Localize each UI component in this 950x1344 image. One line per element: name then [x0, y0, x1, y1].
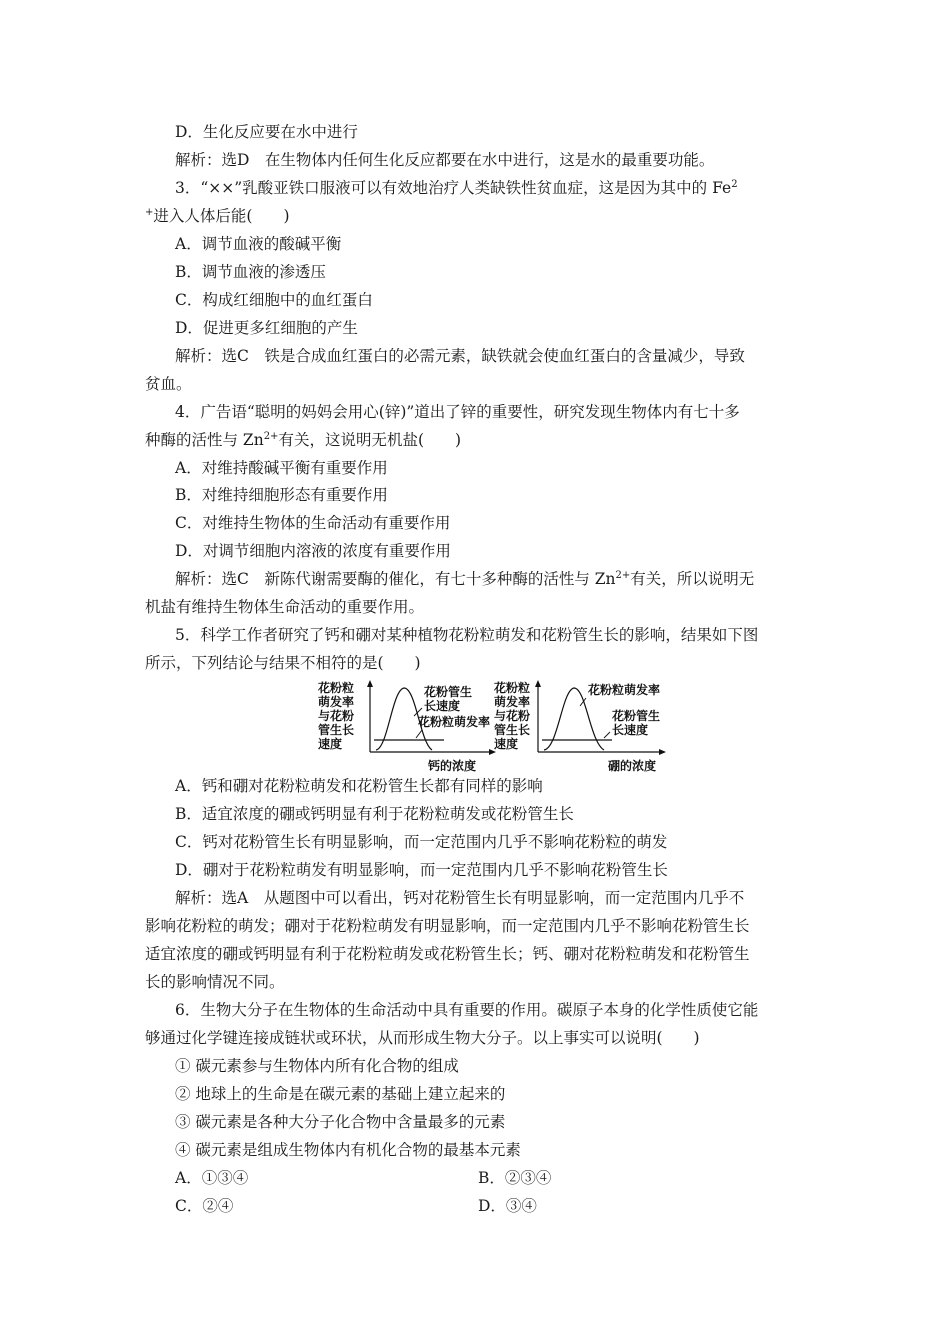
left-y-arrow	[367, 680, 373, 687]
left-curve-label-1: 花粉管生	[424, 685, 473, 699]
q6-option-b: B．②③④	[478, 1169, 552, 1187]
right-x-arrow	[659, 749, 666, 755]
q4-option-a: A．对维持酸碱平衡有重要作用	[175, 459, 388, 477]
q6-option-c: C．②④	[175, 1197, 234, 1215]
q5-figure	[318, 680, 678, 772]
right-ylabel-2: 萌发率	[494, 695, 531, 709]
q6-item-1: ① 碳元素参与生物体内所有化合物的组成	[175, 1057, 459, 1075]
left-ylabel-4: 管生长	[318, 723, 355, 737]
q5-option-a: A．钙和硼对花粉粒萌发和花粉管生长都有同样的影响	[175, 777, 543, 795]
q3-analysis-line1: 解析：选C 铁是合成血红蛋白的必需元素，缺铁就会使血红蛋白的含量减少，导致	[175, 347, 745, 365]
right-y-arrow	[535, 680, 541, 687]
q3-option-a: A．调节血液的酸碱平衡	[175, 235, 342, 253]
q5-option-c: C．钙对花粉管生长有明显影响，而一定范围内几乎不影响花粉粒的萌发	[175, 833, 668, 851]
q5-analysis-line1: 解析：选A 从题图中可以看出，钙对花粉管生长有明显影响，而一定范围内几乎不	[175, 889, 745, 907]
q6-option-d: D．③④	[478, 1197, 537, 1215]
q4-option-c: C．对维持生物体的生命活动有重要作用	[175, 514, 451, 532]
left-flat-pointer	[416, 730, 422, 738]
q3-analysis-line2: 贫血。	[145, 375, 192, 393]
right-flat-label-2: 长速度	[612, 723, 649, 737]
q6-item-2: ② 地球上的生命是在碳元素的基础上建立起来的	[175, 1085, 506, 1103]
q5-stem-line2: 所示，下列结论与结果不相符的是( )	[145, 654, 421, 672]
q4-analysis-line1: 解析：选C 新陈代谢需要酶的催化，有七十多种酶的活性与 $Zn^{2+}$有关，所以说明无	[175, 570, 755, 588]
right-ylabel-4: 管生长	[494, 723, 531, 737]
right-flat-pointer	[604, 732, 610, 738]
q5-stem-line1: 5．科学工作者研究了钙和硼对某种植物花粉粒萌发和花粉管生长的影响，结果如下图	[175, 626, 759, 644]
q3-option-b: B．调节血液的渗透压	[175, 263, 326, 281]
q6-stem-line1: 6．生物大分子在生物体的生命活动中具有重要的作用。碳原子本身的化学性质使它能	[175, 1001, 759, 1019]
q6-item-3: ③ 碳元素是各种大分子化合物中含量最多的元素	[175, 1113, 506, 1131]
right-ylabel-1: 花粉粒	[494, 681, 531, 695]
q5-option-d: D．硼对于花粉粒萌发有明显影响，而一定范围内几乎不影响花粉管生长	[175, 861, 668, 879]
q6-stem-line2: 够通过化学键连接成链状或环状，从而形成生物大分子。以上事实可以说明( )	[145, 1029, 700, 1047]
q4-option-b: B．对维持细胞形态有重要作用	[175, 486, 388, 504]
q3-option-c: C．构成红细胞中的血红蛋白	[175, 291, 373, 309]
left-ylabel-3: 与花粉	[318, 709, 355, 723]
q6-option-a: A．①③④	[175, 1169, 249, 1187]
q5-option-b: B．适宜浓度的硼或钙明显有利于花粉粒萌发或花粉管生长	[175, 805, 574, 823]
q5-figure-svg	[318, 680, 678, 772]
q5-analysis-line3: 适宜浓度的硼或钙明显有利于花粉粒萌发或花粉管生长；钙、硼对花粉粒萌发和花粉管生	[145, 945, 750, 963]
right-xlabel: 硼的浓度	[608, 759, 657, 772]
q2-analysis: 解析：选D 在生物体内任何生化反应都要在水中进行，这是水的最重要功能。	[175, 151, 715, 169]
right-curve-label: 花粉粒萌发率	[588, 683, 661, 697]
q4-stem-line1: 4．广告语“聪明的妈妈会用心(锌)”道出了锌的重要性，研究发现生物体内有七十多	[175, 403, 740, 421]
right-bell-curve	[544, 688, 604, 750]
q4-option-d: D．对调节细胞内溶液的浓度有重要作用	[175, 542, 451, 560]
left-ylabel-2: 萌发率	[318, 695, 355, 709]
q5-analysis-line4: 长的影响情况不同。	[145, 973, 285, 991]
q6-item-4: ④ 碳元素是组成生物体内有机化合物的最基本元素	[175, 1141, 521, 1159]
left-ylabel-5: 速度	[318, 737, 343, 751]
right-ylabel-5: 速度	[494, 737, 519, 751]
q3-stem-line1: 3．“××”乳酸亚铁口服液可以有效地治疗人类缺铁性贫血症，这是因为其中的 Fe$^2$	[175, 179, 738, 197]
q3-stem-line2: +进入人体后能( )	[145, 207, 290, 225]
left-flat-label: 花粉粒萌发率	[418, 715, 491, 729]
q3-option-d: D．促进更多红细胞的产生	[175, 319, 358, 337]
right-flat-label-1: 花粉管生	[612, 709, 661, 723]
q5-analysis-line2: 影响花粉粒的萌发；硼对于花粉粒萌发有明显影响，而一定范围内几乎不影响花粉管生长	[145, 917, 750, 935]
q4-stem-line2: 种酶的活性与 $Zn^{2+}$有关，这说明无机盐( )	[145, 431, 462, 449]
left-xlabel: 钙的浓度	[428, 759, 477, 772]
q4-analysis-line2: 机盐有维持生物体生命活动的重要作用。	[145, 598, 425, 616]
left-ylabel-1: 花粉粒	[318, 681, 355, 695]
right-ylabel-3: 与花粉	[494, 709, 531, 723]
left-curve-label-2: 长速度	[424, 699, 461, 713]
q2-option-d: D．生化反应要在水中进行	[175, 123, 358, 141]
